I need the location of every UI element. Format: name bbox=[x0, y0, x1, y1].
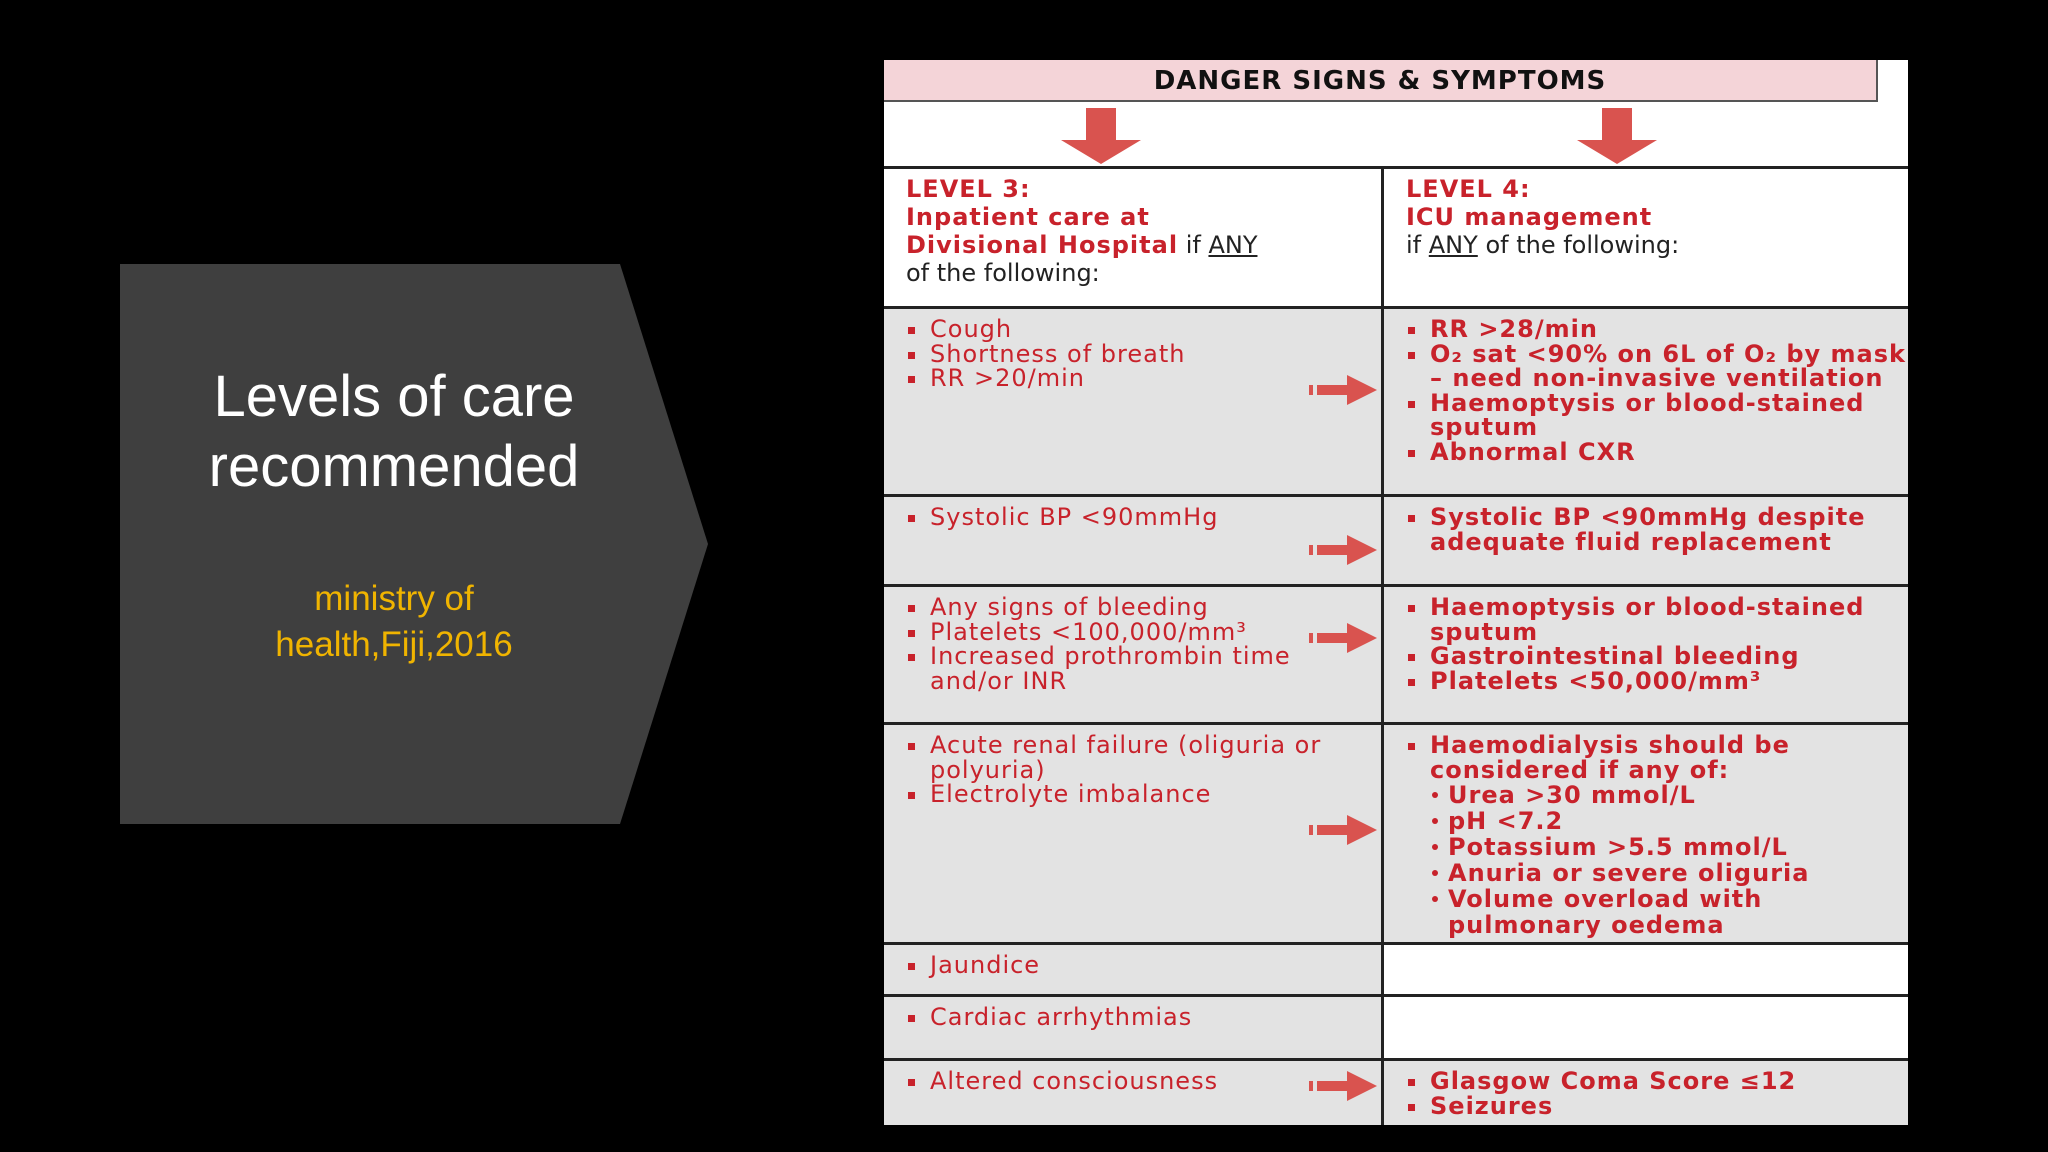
list-item: Haemoptysis or blood-stained sputum bbox=[1406, 595, 1908, 644]
list-item: Systolic BP <90mmHg despite adequate fluid replacement bbox=[1406, 505, 1908, 554]
right-arrow-icon bbox=[1309, 1069, 1377, 1103]
table-row bbox=[884, 497, 1908, 587]
table-row bbox=[884, 309, 1908, 497]
table-row bbox=[884, 945, 1908, 997]
slide-title bbox=[120, 362, 668, 502]
list-item: Haemoptysis or blood-stained sputum bbox=[1406, 391, 1908, 440]
down-arrow-icon bbox=[1572, 108, 1662, 164]
level3-header bbox=[884, 169, 1384, 306]
level3-any: ANY bbox=[1208, 231, 1258, 259]
level-header-row bbox=[884, 169, 1908, 309]
level4-any: ANY bbox=[1428, 231, 1478, 259]
level3-if: if bbox=[1185, 231, 1201, 259]
table-header: DANGER SIGNS & SYMPTOMS bbox=[884, 60, 1878, 102]
level4-cell bbox=[1384, 1061, 1908, 1125]
level4-cell-empty bbox=[1384, 997, 1908, 1058]
table-row bbox=[884, 725, 1908, 945]
sub-list-item: Potassium >5.5 mmol/L bbox=[1428, 834, 1908, 860]
list-item: Seizures bbox=[1406, 1094, 1908, 1119]
list-item: RR >20/min bbox=[906, 366, 1381, 391]
right-arrow-icon bbox=[1309, 533, 1377, 567]
level4-header bbox=[1384, 169, 1908, 306]
list-item: Glasgow Coma Score ≤12 bbox=[1406, 1069, 1908, 1094]
level4-title: ICU management bbox=[1406, 203, 1653, 231]
level3-cell bbox=[884, 309, 1384, 494]
level4-cell bbox=[1384, 725, 1908, 942]
list-item: Platelets <50,000/mm³ bbox=[1406, 669, 1908, 694]
sub-list-item: pH <7.2 bbox=[1428, 808, 1908, 834]
list-item: Gastrointestinal bleeding bbox=[1406, 644, 1908, 669]
level3-label: LEVEL 3: bbox=[906, 175, 1031, 203]
right-arrow-icon bbox=[1309, 813, 1377, 847]
level3-tail: of the following: bbox=[906, 259, 1100, 287]
title-chevron-panel bbox=[120, 264, 708, 824]
down-arrow-icon bbox=[1056, 108, 1146, 164]
level3-title-2: Divisional Hospital bbox=[906, 231, 1179, 259]
right-arrow-icon bbox=[1309, 621, 1377, 655]
sub-list-item: Urea >30 mmol/L bbox=[1428, 782, 1908, 808]
list-item: Platelets <100,000/mm³ bbox=[906, 620, 1381, 645]
level4-if: if bbox=[1406, 231, 1422, 259]
table-row bbox=[884, 997, 1908, 1061]
title-line-2: recommended bbox=[208, 434, 580, 499]
list-item: O₂ sat <90% on 6L of O₂ by mask – need non-invasive ventilation bbox=[1406, 342, 1908, 391]
list-item: Electrolyte imbalance bbox=[906, 782, 1381, 807]
subtitle-line-1: ministry of bbox=[314, 579, 474, 618]
right-arrow-icon bbox=[1309, 373, 1377, 407]
list-item: Any signs of bleeding bbox=[906, 595, 1381, 620]
level3-cell bbox=[884, 997, 1384, 1058]
list-item: RR >28/min bbox=[1406, 317, 1908, 342]
subtitle-line-2: health,Fiji,2016 bbox=[275, 625, 513, 664]
level3-cell bbox=[884, 1061, 1384, 1125]
level4-cell bbox=[1384, 309, 1908, 494]
level3-cell bbox=[884, 497, 1384, 584]
list-item: Abnormal CXR bbox=[1406, 440, 1908, 465]
level4-cell bbox=[1384, 497, 1908, 584]
table-row bbox=[884, 587, 1908, 725]
level3-cell bbox=[884, 945, 1384, 994]
list-item: Jaundice bbox=[906, 953, 1381, 978]
level3-cell bbox=[884, 725, 1384, 942]
list-item: Increased prothrombin time and/or INR bbox=[906, 644, 1381, 693]
list-item: Cardiac arrhythmias bbox=[906, 1005, 1381, 1030]
list-item: Acute renal failure (oliguria or polyuria) bbox=[906, 733, 1381, 782]
list-item: Systolic BP <90mmHg bbox=[906, 505, 1381, 530]
table-grid bbox=[884, 166, 1908, 1125]
sub-list-item: Anuria or severe oliguria bbox=[1428, 860, 1908, 886]
level4-tail: of the following: bbox=[1485, 231, 1680, 259]
chevron-text bbox=[120, 264, 668, 824]
level3-cell bbox=[884, 587, 1384, 722]
list-item: Haemodialysis should be considered if any of: bbox=[1406, 733, 1908, 782]
danger-signs-table bbox=[884, 60, 1908, 1124]
list-item: Altered consciousness bbox=[906, 1069, 1381, 1094]
sub-list-item: Volume overload with pulmonary oedema bbox=[1428, 886, 1908, 938]
slide-subtitle bbox=[120, 576, 668, 668]
level4-cell-empty bbox=[1384, 945, 1908, 994]
list-item: Shortness of breath bbox=[906, 342, 1381, 367]
level4-cell bbox=[1384, 587, 1908, 722]
level3-title-1: Inpatient care at bbox=[906, 203, 1150, 231]
table-row bbox=[884, 1061, 1908, 1125]
list-item: Cough bbox=[906, 317, 1381, 342]
level4-label: LEVEL 4: bbox=[1406, 175, 1531, 203]
title-line-1: Levels of care bbox=[213, 364, 575, 429]
